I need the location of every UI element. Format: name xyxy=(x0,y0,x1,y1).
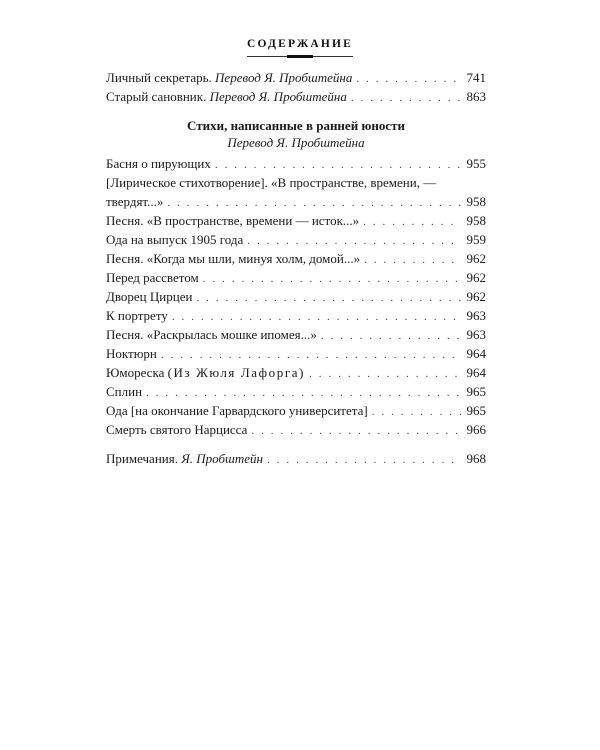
dot-leader xyxy=(372,403,461,422)
section-title: Стихи, написанные в ранней юности xyxy=(186,118,406,133)
toc-entry-title: Старый сановник. Перевод Я. Пробштейна xyxy=(106,89,347,104)
toc-entry-translator: Перевод Я. Пробштейна xyxy=(215,70,353,85)
toc-entry-personal-secretary xyxy=(106,68,486,87)
toc-entry-page: 968 xyxy=(466,451,486,466)
dot-leader xyxy=(363,213,461,232)
toc-entry xyxy=(106,268,486,287)
toc-entry-title: Песня. «В пространстве, времени — исток...» xyxy=(106,213,360,228)
section-heading xyxy=(106,117,486,151)
toc-entry xyxy=(106,420,486,439)
toc-entry xyxy=(106,287,486,306)
toc-entry-elder-statesman xyxy=(106,87,486,106)
toc-entry-page: 965 xyxy=(466,384,486,399)
dot-leader xyxy=(321,327,461,346)
toc-entry-notes xyxy=(106,449,486,468)
dot-leader xyxy=(196,289,461,308)
toc-entry xyxy=(106,344,486,363)
toc-entry-page: 964 xyxy=(466,365,486,380)
dot-leader xyxy=(356,70,461,89)
toc-entry-title: Смерть святого Нарцисса xyxy=(106,422,248,437)
toc-entry-page: 958 xyxy=(466,213,486,228)
toc-entry-title: Сплин xyxy=(106,384,143,399)
toc-entry-page: 963 xyxy=(466,327,486,342)
toc-entry-translator: Перевод Я. Пробштейна xyxy=(209,89,347,104)
toc-entry-page: 963 xyxy=(466,308,486,323)
toc-entry xyxy=(106,382,486,401)
toc-entry-page: 965 xyxy=(466,403,486,418)
header-rule-thick xyxy=(287,55,313,58)
toc-entry-author: Я. Пробштейн xyxy=(181,451,263,466)
toc-entry-page: 962 xyxy=(466,251,486,266)
toc-entry-title: Ода на выпуск 1905 года xyxy=(106,232,244,247)
toc-entry-page: 863 xyxy=(466,89,486,104)
toc-entry-page: 958 xyxy=(466,194,486,209)
toc-entry-title: Басня о пирующих xyxy=(106,156,211,171)
toc-entry-line-1 xyxy=(106,173,486,192)
toc-entry-title: Дворец Цирцеи xyxy=(106,289,193,304)
toc-entry xyxy=(106,249,486,268)
dot-leader xyxy=(351,89,461,108)
toc-entry-title: Личный секретарь. Перевод Я. Пробштейна xyxy=(106,70,353,85)
toc-entry-title: К портрету xyxy=(106,308,168,323)
toc-entry-page: 962 xyxy=(466,289,486,304)
toc-entry-title: Примечания. Я. Пробштейн xyxy=(106,451,263,466)
toc-entry-title: Перед рассветом xyxy=(106,270,199,285)
table-of-contents xyxy=(106,68,486,468)
section-subtitle: Перевод Я. Пробштейна xyxy=(227,135,365,150)
toc-entry-title: Ноктюрн xyxy=(106,346,157,361)
dot-leader xyxy=(251,422,461,441)
toc-entry xyxy=(106,230,486,249)
header-ornament-rule xyxy=(247,53,353,60)
toc-entry xyxy=(106,306,486,325)
toc-entry-page: 964 xyxy=(466,346,486,361)
toc-entry-page: 959 xyxy=(466,232,486,247)
toc-entry xyxy=(106,363,486,382)
toc-entry-title: Песня. «Когда мы шли, минуя холм, домой...» xyxy=(106,251,361,266)
toc-entry-page: 955 xyxy=(466,156,486,171)
page-heading: СОДЕРЖАНИЕ xyxy=(246,38,354,50)
toc-entry-title: Ода [на окончание Гарвардского университета] xyxy=(106,403,368,418)
toc-entry-title-continued: твердят...» xyxy=(106,194,164,209)
toc-entry xyxy=(106,325,486,344)
toc-entry xyxy=(106,211,486,230)
toc-entry xyxy=(106,401,486,420)
toc-entry-subtitle: (Из Жюля Лафорга) xyxy=(167,365,306,380)
toc-entry-line-2 xyxy=(106,192,486,211)
dot-leader xyxy=(364,251,461,270)
dot-leader xyxy=(309,365,461,384)
toc-entry-page: 741 xyxy=(466,70,486,85)
dot-leader xyxy=(203,270,461,289)
toc-entry xyxy=(106,154,486,173)
toc-entry-page: 966 xyxy=(466,422,486,437)
toc-entry-title: Песня. «Раскрылась мошке ипомея...» xyxy=(106,327,317,342)
dot-leader xyxy=(267,451,461,470)
toc-entry-title: Юмореска (Из Жюля Лафорга) xyxy=(106,365,306,380)
toc-entry-page: 962 xyxy=(466,270,486,285)
running-header xyxy=(0,38,600,60)
toc-entry-title: [Лирическое стихотворение]. «В пространстве, времени, — xyxy=(106,175,437,190)
